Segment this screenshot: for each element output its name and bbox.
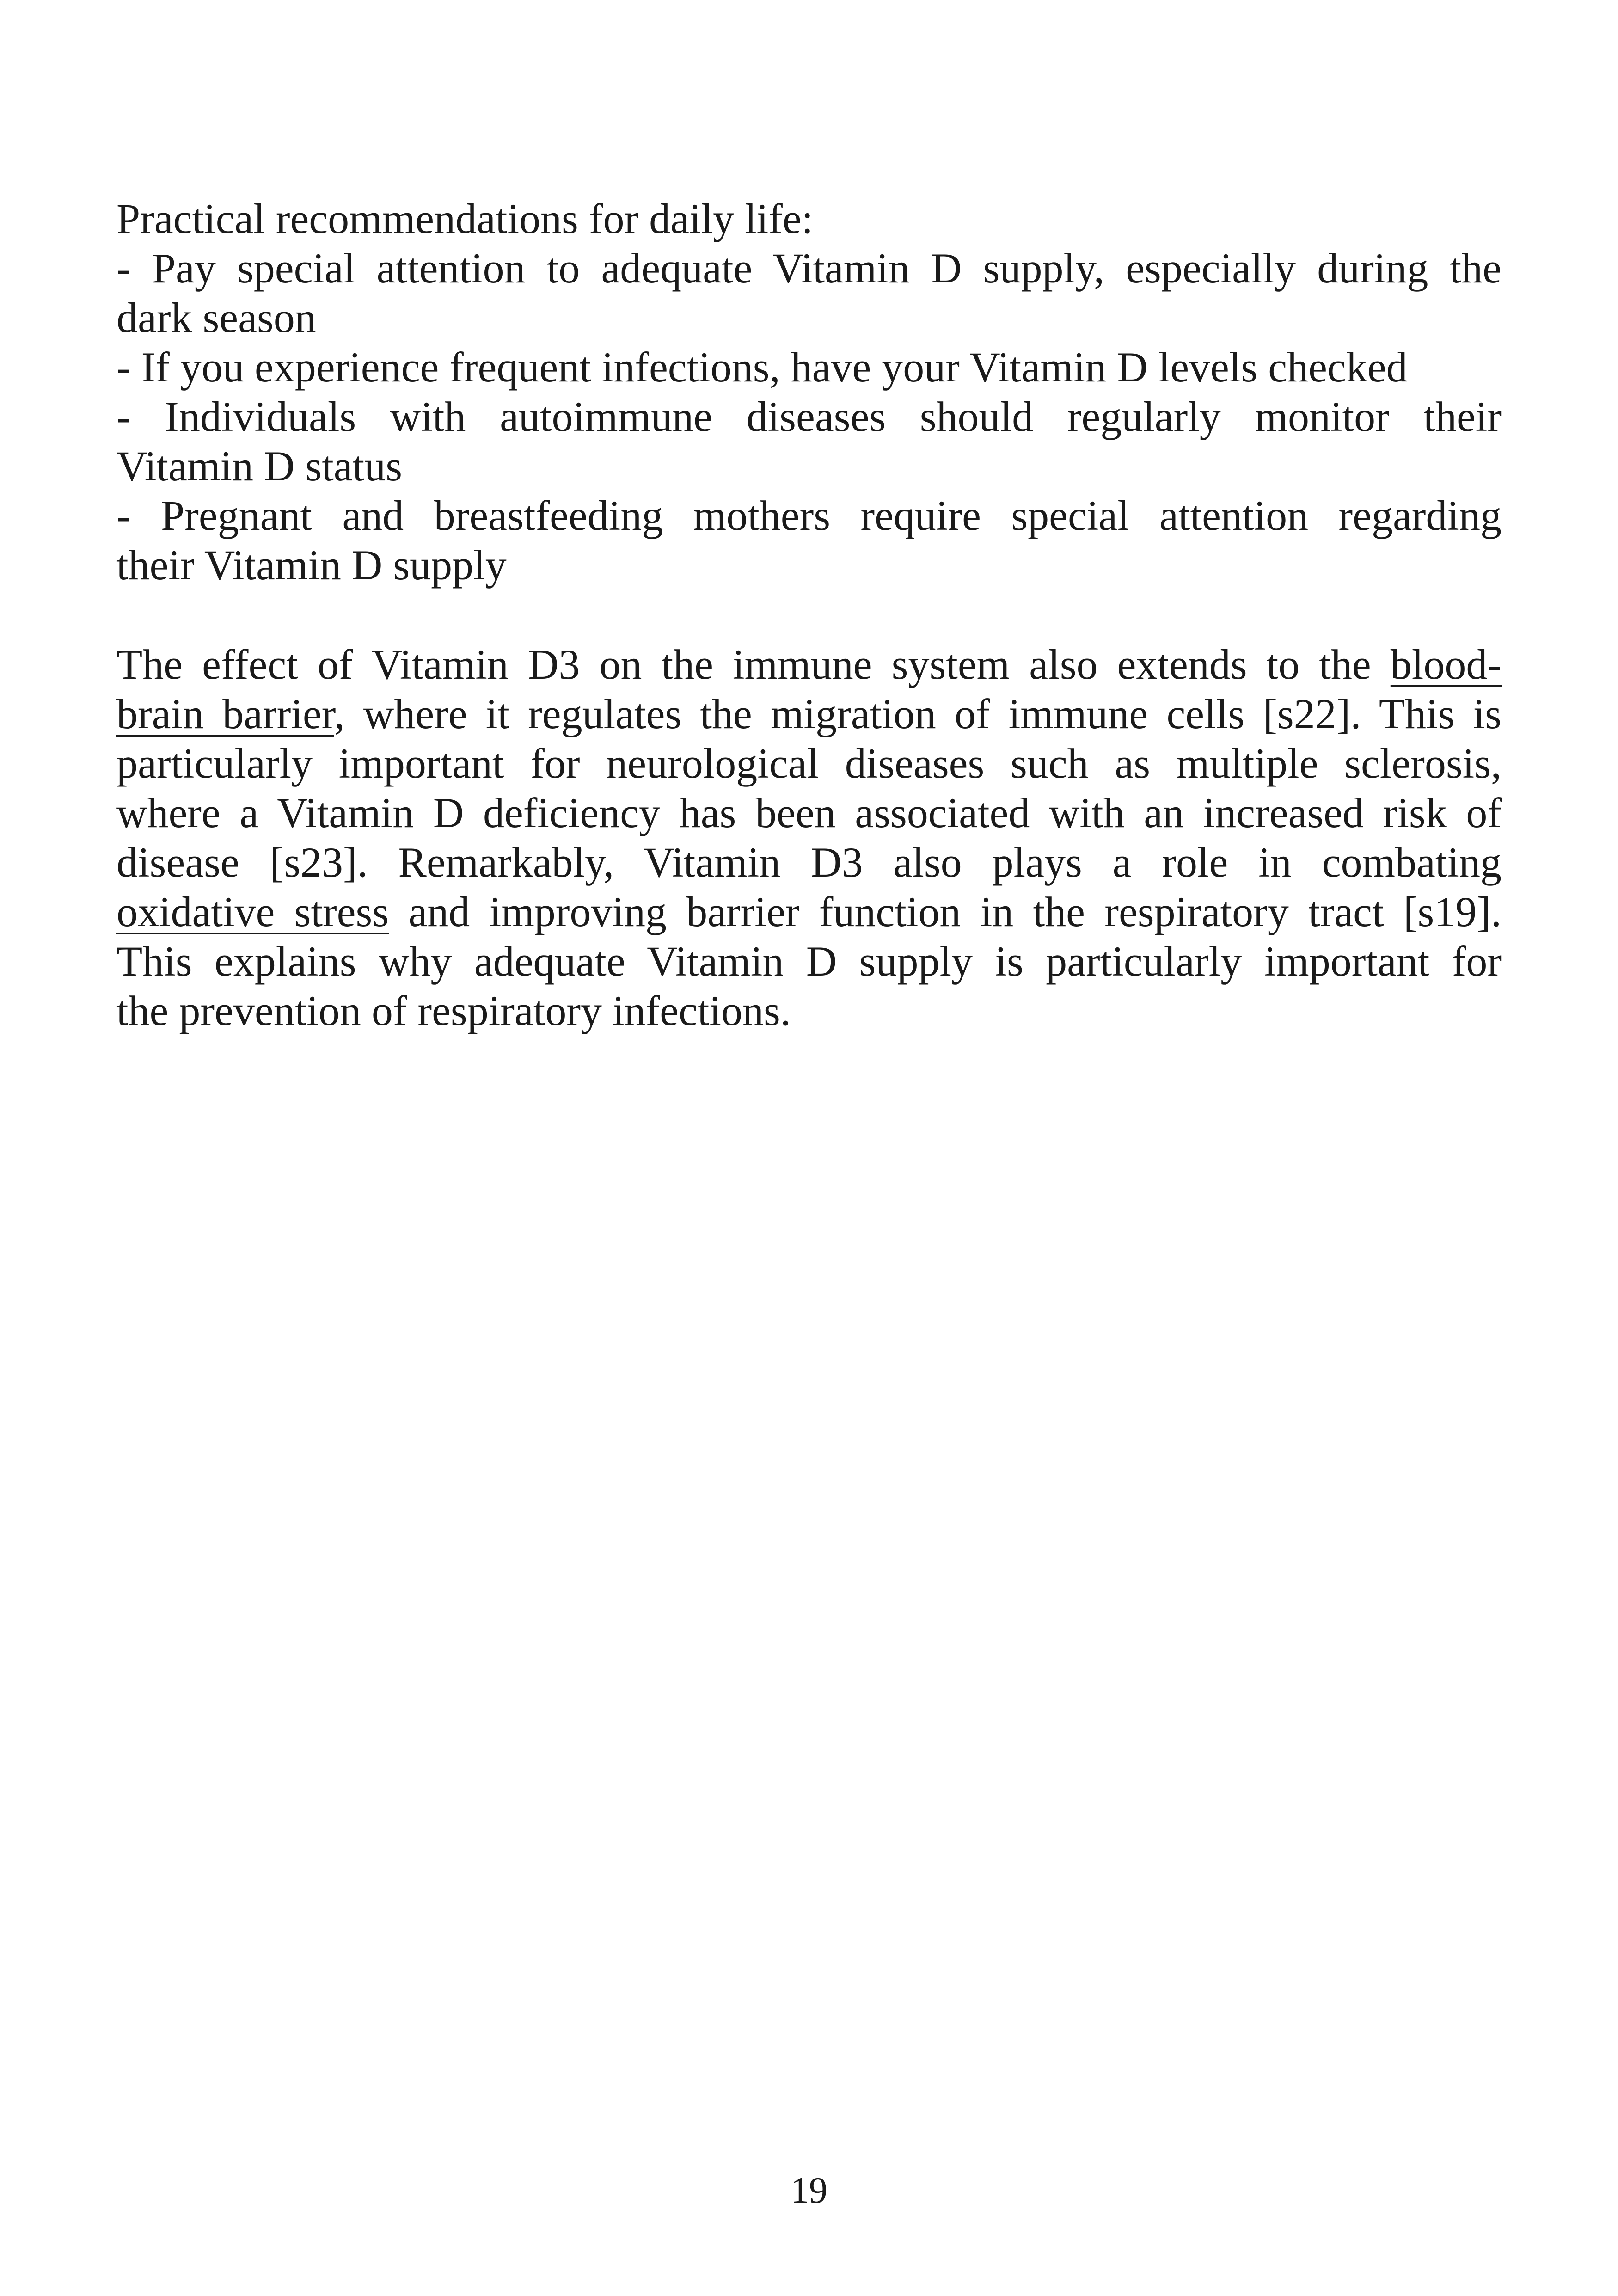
oxidative-stress-link[interactable]: oxidative stress [116, 888, 389, 935]
paragraph-line [116, 887, 1502, 937]
page-number: 19 [791, 2170, 827, 2211]
recommendation-item-continuation: dark season [116, 294, 316, 341]
blood-brain-barrier-link-continued[interactable]: brain barrier [116, 690, 334, 737]
paragraph-line: the prevention of respiratory infections. [116, 987, 791, 1034]
paragraph-line [116, 689, 1502, 739]
paragraph-line: particularly important for neurological diseases such as multiple sclerosis, [116, 740, 1502, 787]
paragraph-text: The effect of Vitamin D3 on the immune system also extends to the [116, 641, 1391, 688]
recommendation-item: - Pregnant and breastfeeding mothers require special attention regarding [116, 492, 1502, 539]
recommendation-item: - Individuals with autoimmune diseases should regularly monitor their [116, 393, 1502, 440]
paragraph-line: This explains why adequate Vitamin D supply is particularly important for [116, 938, 1502, 985]
paragraph-text: and improving barrier function in the respiratory tract [s19]. [389, 888, 1502, 935]
page-body [116, 194, 1502, 1036]
blood-brain-barrier-link[interactable]: blood- [1390, 641, 1502, 688]
recommendations-heading: Practical recommendations for daily life: [116, 195, 814, 242]
recommendation-item: - If you experience frequent infections, have your Vitamin D levels checked [116, 344, 1408, 391]
paragraph-spacer [116, 590, 1502, 640]
recommendation-item-continuation: their Vitamin D supply [116, 541, 507, 589]
recommendation-item-continuation: Vitamin D status [116, 442, 402, 490]
paragraph-line [116, 640, 1502, 689]
paragraph-text: , where it regulates the migration of immune cells [s22]. This is [334, 690, 1502, 737]
paragraph-line: disease [s23]. Remarkably, Vitamin D3 also plays a role in combating [116, 839, 1502, 886]
recommendation-item: - Pay special attention to adequate Vitamin D supply, especially during the [116, 245, 1502, 292]
paragraph-line: where a Vitamin D deficiency has been associated with an increased risk of [116, 789, 1502, 836]
